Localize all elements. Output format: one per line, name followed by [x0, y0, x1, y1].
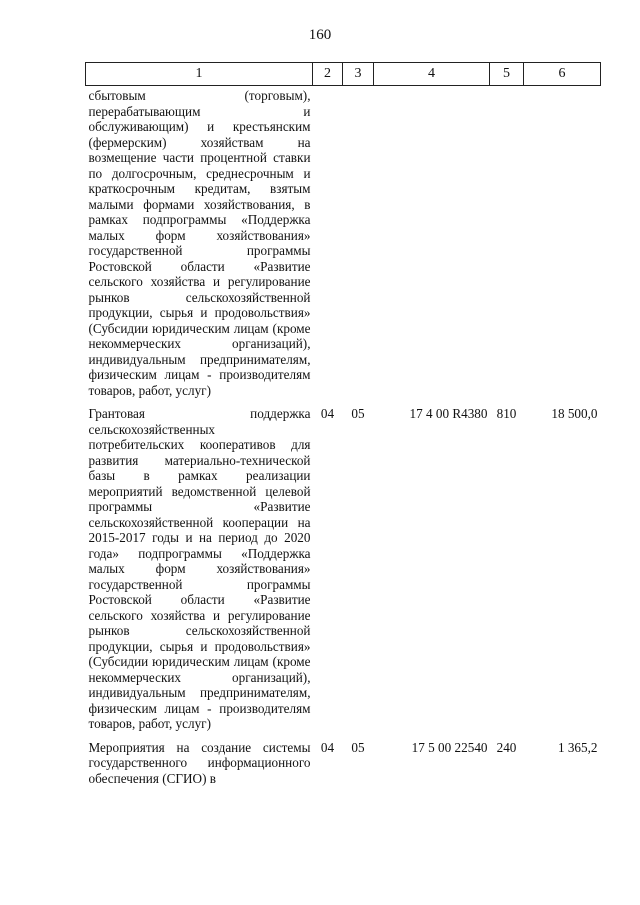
row-spacer — [86, 398, 601, 406]
row-name-cell: Мероприятия на создание системы государственного информационного обеспечения (СГИО) в — [88, 739, 311, 786]
section-code-cell — [313, 86, 343, 399]
expense-type-cell: 810 — [496, 406, 517, 421]
column-header: 6 — [524, 63, 601, 86]
amount-cell — [524, 86, 601, 399]
section-code-cell: 04 — [320, 739, 335, 755]
column-header: 1 — [86, 63, 313, 86]
target-article-cell: 17 4 00 R4380 — [409, 406, 488, 421]
amount-cell: 1 365,2 — [557, 739, 598, 755]
page-number: 160 — [308, 27, 332, 43]
row-name-cell: Грантовая поддержка сельскохозяйственных потребительских кооперативов для развития материально-технической базы в рамках реализации мероприятий ведомственной целевой программы «Развитие сельскохозяйственной кооперации на 2015-2017 годы и на период до 2020 года» подпрограммы «Поддержка малых форм хозяйствования» государственной программы Ростовской области «Развитие сельского хозяйства и регулирование рынков сельскохозяйственной продукции, сырья и продовольствия» (Субсидии юридическим лицам (кроме некоммерческих организаций), индивидуальным предпринимателям, физическим лицам - производителям товаров, работ, услуг) — [88, 406, 311, 731]
table-header-row — [86, 63, 601, 86]
target-article-cell: 17 5 00 22540 — [411, 739, 488, 755]
subsection-code-cell: 05 — [351, 739, 365, 755]
table-row — [86, 406, 601, 732]
column-header: 4 — [374, 63, 490, 86]
budget-table — [85, 62, 601, 786]
column-header: 2 — [313, 63, 343, 86]
expense-type-cell: 240 — [496, 739, 517, 755]
subsection-code-cell — [343, 86, 374, 399]
expense-type-cell — [490, 86, 524, 399]
table-row — [86, 86, 601, 399]
subsection-code-cell: 05 — [351, 406, 365, 421]
target-article-cell — [374, 86, 490, 399]
amount-cell: 18 500,0 — [551, 406, 598, 421]
column-header: 5 — [490, 63, 524, 86]
row-spacer — [86, 732, 601, 740]
row-name-cell: сбытовым (торговым), перерабатывающим и обслуживающим) и крестьянским (фермерским) хозяйствам на возмещение части процентной ставки по долгосрочным, среднесрочным и краткосрочным кредитам, взятым малыми формами хозяйствования, в рамках подпрограммы «Поддержка малых форм хозяйствования» государственной программы Ростовской области «Развитие сельского хозяйства и регулирование рынков сельскохозяйственной продукции, сырья и продовольствия» (Субсидии юридическим лицам (кроме некоммерческих организаций), индивидуальным предпринимателям, физическим лицам - производителям товаров, работ, услуг) — [88, 88, 311, 398]
table-row — [86, 740, 601, 787]
column-header: 3 — [343, 63, 374, 86]
section-code-cell: 04 — [320, 406, 335, 421]
